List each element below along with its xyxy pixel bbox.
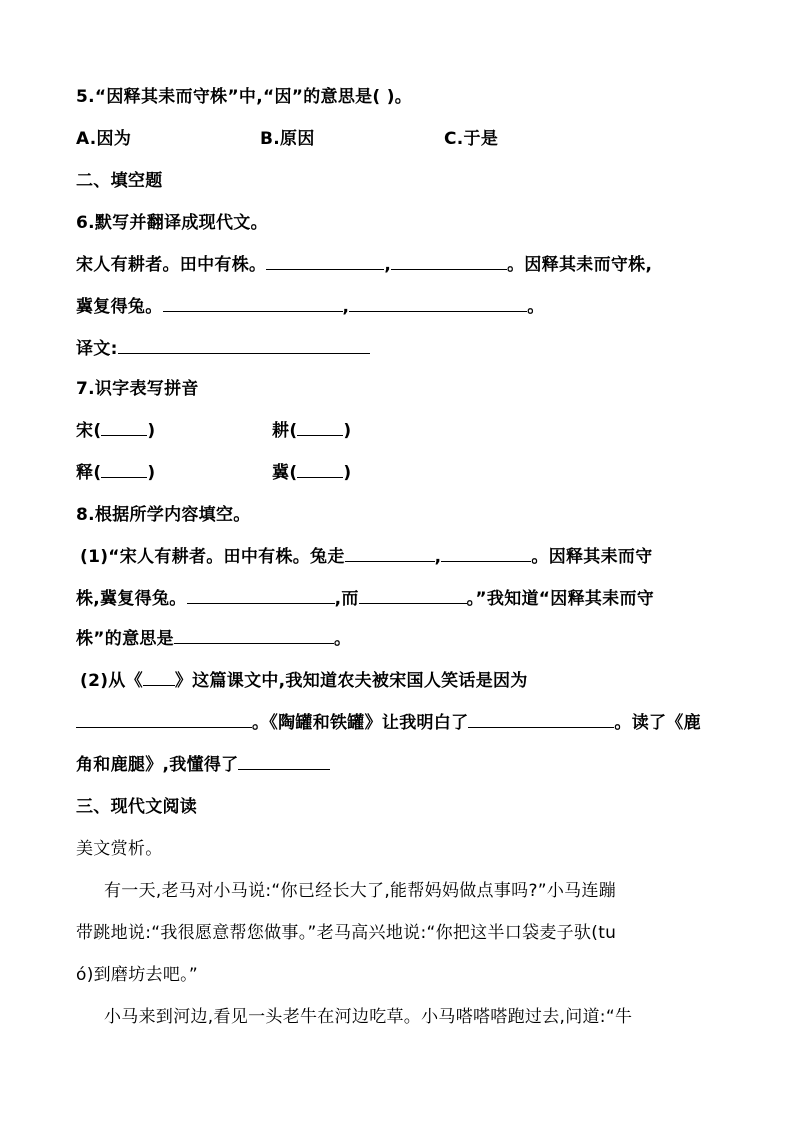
q8-blank-6[interactable] [143,670,175,686]
q8-part2-line1 [80,670,528,692]
q7-blank-3[interactable] [101,462,147,478]
q5-option-c: C.于是 [444,129,499,149]
q8-title: 8.根据所学内容填空。 [76,505,251,525]
q8-blank-7[interactable] [76,712,252,728]
reading-para1-line3: ó)到磨坊去吧。” [76,965,199,985]
q6-line-2 [76,296,545,318]
q5-options [76,128,716,150]
q8-blank-3[interactable] [187,588,335,604]
q7-char-3: 释 [76,463,94,483]
q5-option-a: A.因为 [76,129,132,149]
q7-title: 7.识字表写拼音 [76,379,199,399]
q7-char-1: 宋 [76,421,94,441]
q6-translation [76,338,370,360]
q8-p2-l2-text-b: 。读了《鹿 [614,713,701,733]
q5-option-b: B.原因 [260,129,315,149]
q6-line2-text-b: 。 [527,297,545,317]
q7-row-2-right [272,462,351,484]
q7-row-2 [76,462,155,484]
section-2-title: 二、填空题 [76,171,163,191]
reading-para1-line1: 有一天,老马对小马说:“你已经长大了,能帮妈妈做点事吗?”小马连蹦 [104,881,617,901]
q8-blank-2[interactable] [441,546,531,562]
q8-blank-4[interactable] [359,588,467,604]
q6-line1-text-a: 宋人有耕者。田中有株。 [76,255,267,275]
q6-blank-2[interactable] [391,254,507,270]
q6-line2-text-a: 冀复得兔。 [76,297,163,317]
q8-blank-9[interactable] [238,754,330,770]
q7-row-1 [76,420,155,442]
q6-translation-label: 译文: [76,339,118,359]
q8-p1-l3-text-a: 株”的意思是 [76,629,174,649]
paren-close: ) [343,463,352,483]
q8-p1-l1-sep: , [434,547,442,567]
paren-open: ( [93,421,102,441]
q8-p1-l2-sep: ,而 [334,589,359,609]
q8-part1-line2 [76,588,654,610]
q8-part2-line2 [76,712,701,734]
q8-p1-l1-text-a: (1)“宋人有耕者。田中有株。兔走 [80,547,345,567]
q6-blank-1[interactable] [266,254,384,270]
reading-para1-line2: 带跳地说:“我很愿意帮您做事。”老马高兴地说:“你把这半口袋麦子驮(tu [76,923,617,943]
paren-open: ( [289,463,298,483]
q8-part2-line3 [76,754,330,776]
q8-blank-8[interactable] [468,712,614,728]
q7-blank-2[interactable] [297,420,343,436]
q7-char-2: 耕 [272,421,290,441]
q8-part1-line3 [76,628,351,650]
q5-prompt: 5.“因释其耒而守株”中,“因”的意思是( )。 [76,87,413,107]
q8-p2-l1-text-b: 》这篇课文中,我知道农夫被宋国人笑话是因为 [174,671,528,691]
q6-blank-3[interactable] [163,296,343,312]
q7-blank-4[interactable] [297,462,343,478]
reading-para2-line1: 小马来到河边,看见一头老牛在河边吃草。小马嗒嗒嗒跑过去,问道:“牛 [104,1007,633,1027]
q8-p1-l2-text-b: 。”我知道“因释其耒而守 [466,589,655,609]
q7-char-4: 冀 [272,463,290,483]
paren-close: ) [147,463,156,483]
q7-row-1-right [272,420,351,442]
section-3-title: 三、现代文阅读 [76,797,198,817]
q6-line1-sep: , [384,255,392,275]
q6-translation-blank[interactable] [118,338,370,354]
paren-open: ( [93,463,102,483]
q6-line1-text-b: 。因释其耒而守株, [507,255,653,275]
reading-subtitle: 美文赏析。 [76,839,163,859]
q8-p1-l3-text-b: 。 [333,629,352,649]
q7-blank-1[interactable] [101,420,147,436]
paren-open: ( [289,421,298,441]
q8-blank-1[interactable] [345,546,435,562]
q6-blank-4[interactable] [349,296,527,312]
q6-line2-sep: , [342,297,350,317]
q8-p2-l1-text-a: (2)从《 [80,671,143,691]
q8-p1-l2-text-a: 株,冀复得兔。 [76,589,187,609]
q6-title: 6.默写并翻译成现代文。 [76,213,268,233]
paren-close: ) [343,421,352,441]
paren-close: ) [147,421,156,441]
q8-p2-l3-text-a: 角和鹿腿》,我懂得了 [76,755,239,775]
q8-p1-l1-text-b: 。因释其耒而守 [531,547,653,567]
q8-blank-5[interactable] [174,628,334,644]
q8-part1-line1 [80,546,653,568]
q8-p2-l2-text-a: 。《陶罐和铁罐》让我明白了 [252,713,469,733]
q6-line-1 [76,254,652,276]
